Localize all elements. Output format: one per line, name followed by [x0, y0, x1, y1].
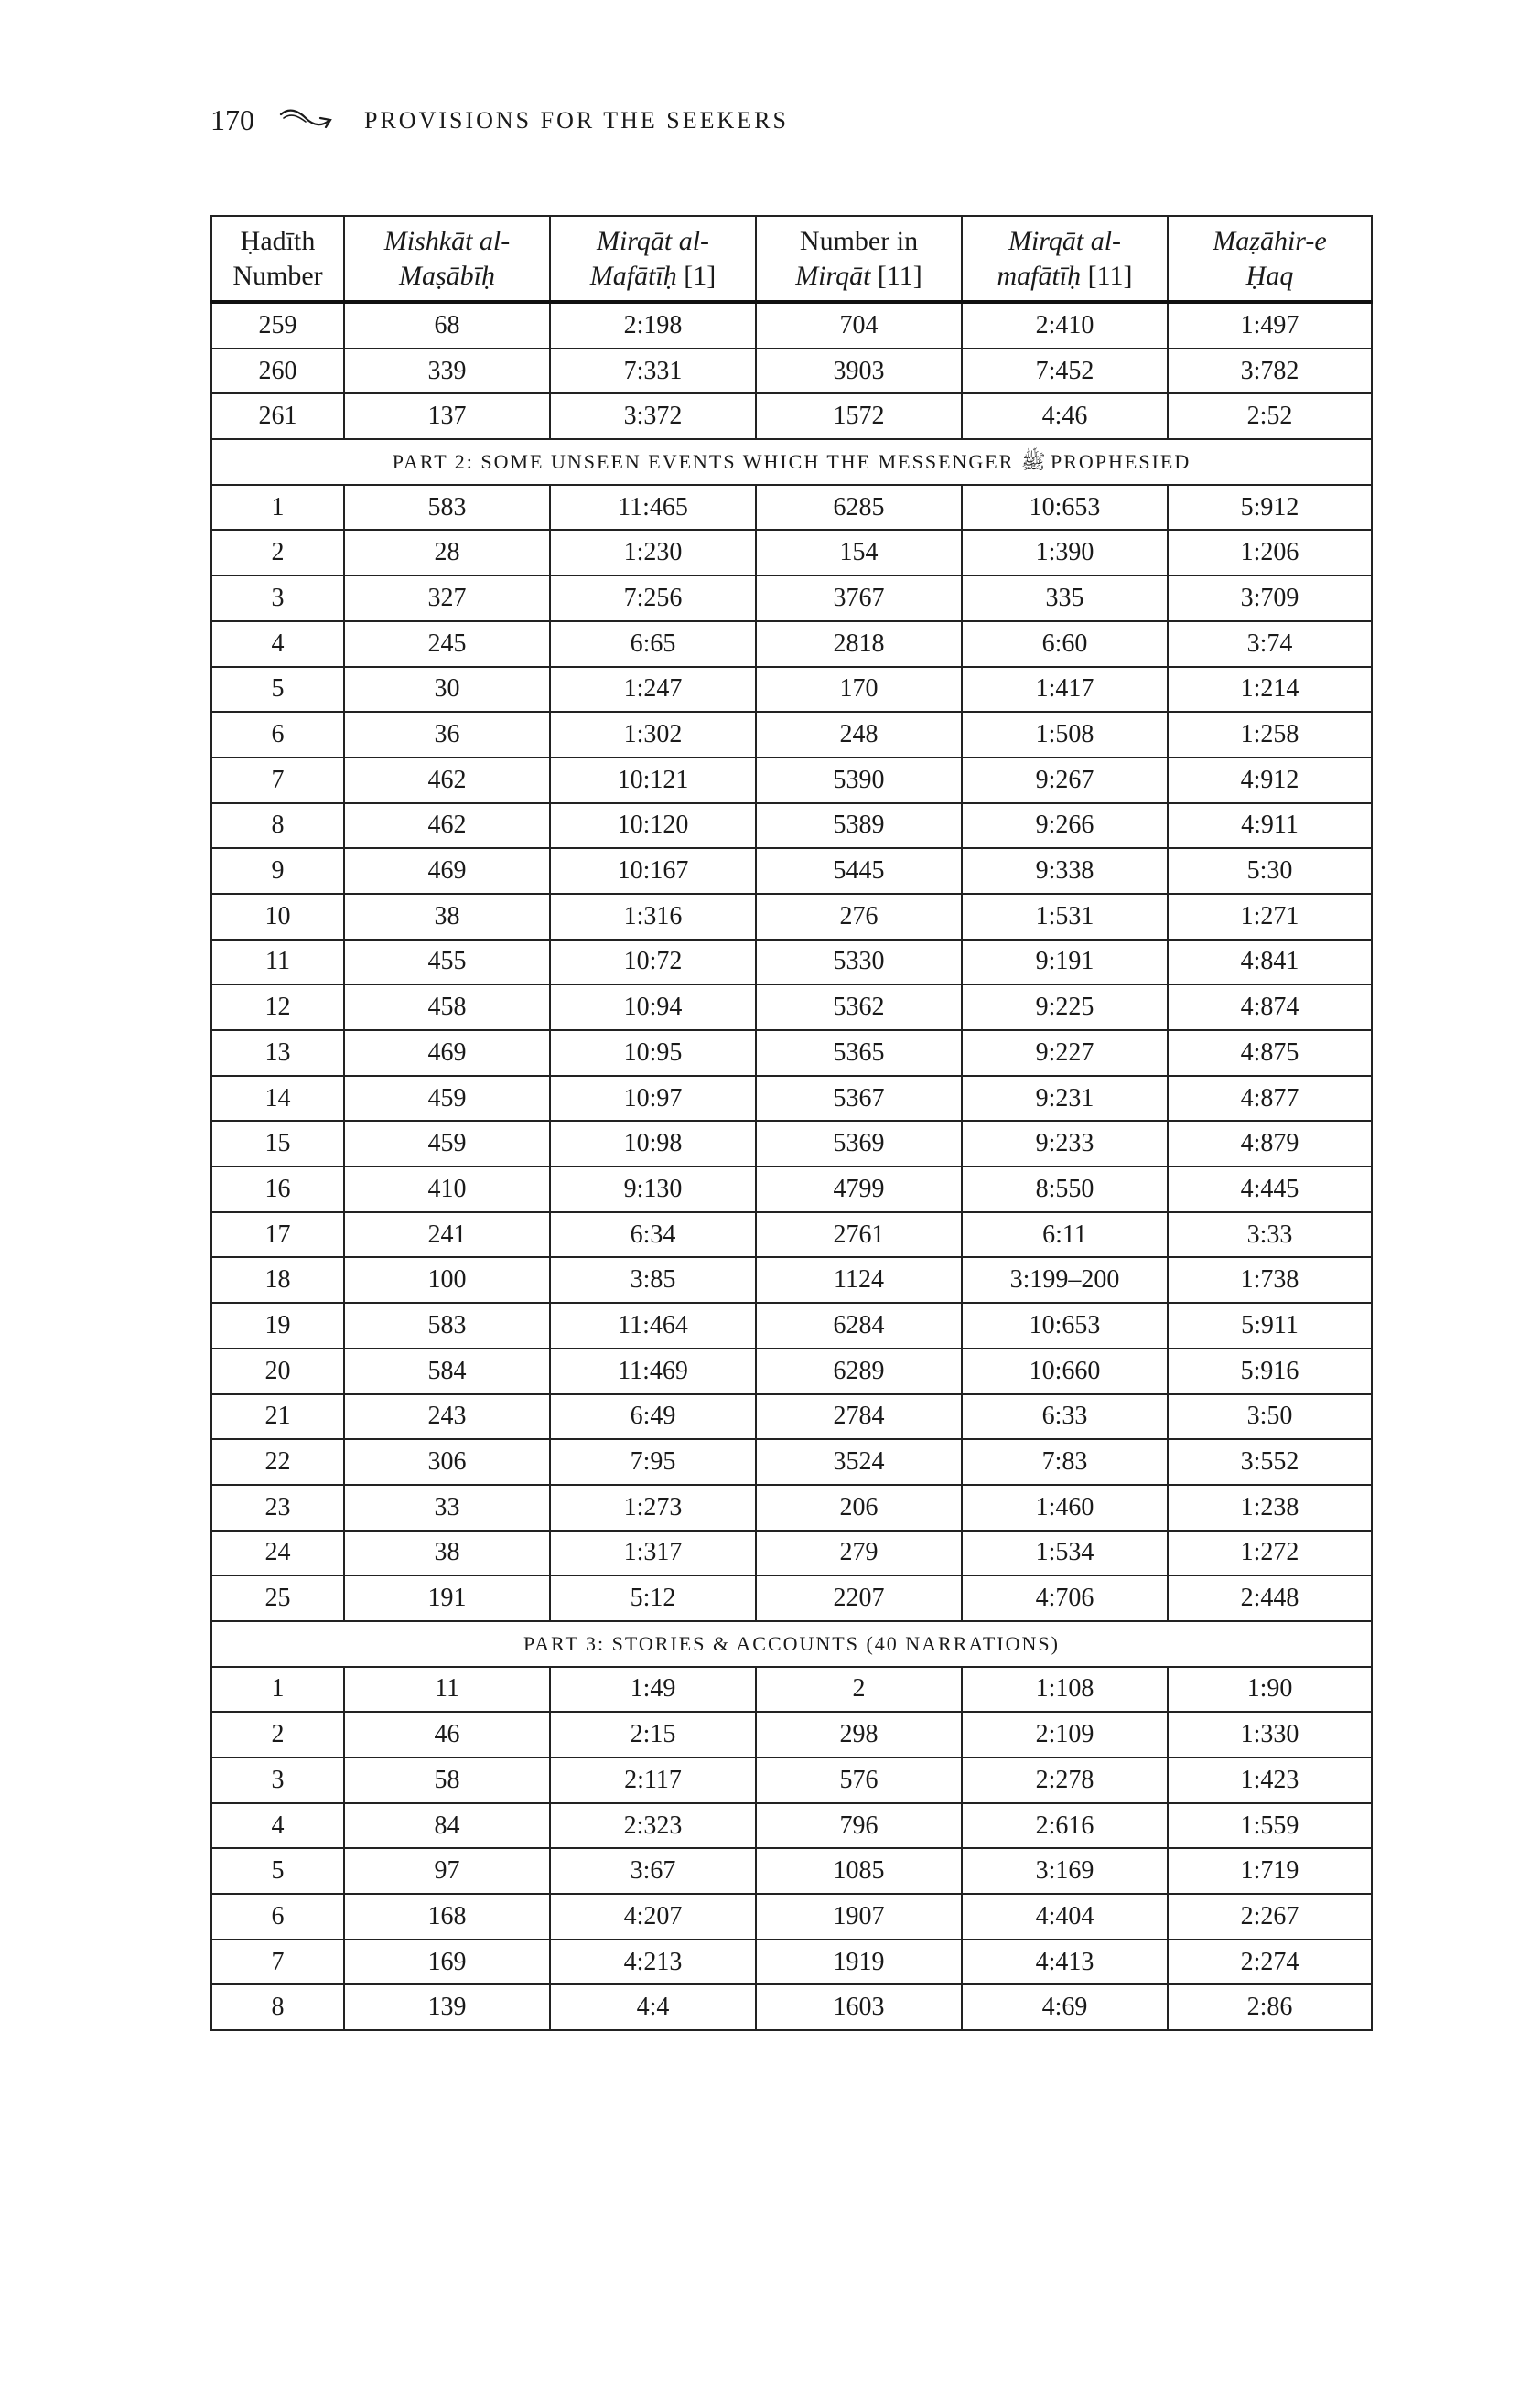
section-heading-row-part-3	[211, 1621, 1372, 1667]
table-cell: 260	[211, 349, 344, 394]
table-cell: 276	[756, 894, 962, 940]
table-cell: 1:214	[1168, 667, 1372, 713]
table-cell: 30	[344, 667, 550, 713]
table-cell: 139	[344, 1984, 550, 2030]
table-cell: 4	[211, 1803, 344, 1849]
table-cell: 6:49	[550, 1394, 756, 1440]
table-cell: 1:90	[1168, 1667, 1372, 1713]
table-cell: 6:65	[550, 621, 756, 667]
table-cell: 3:782	[1168, 349, 1372, 394]
running-head	[210, 103, 789, 137]
table-row	[211, 1712, 1372, 1758]
table-cell: 2207	[756, 1575, 962, 1621]
table-cell: 459	[344, 1121, 550, 1166]
table-cell: 6:34	[550, 1212, 756, 1258]
table-cell: 10	[211, 894, 344, 940]
table-cell: 4:4	[550, 1984, 756, 2030]
table-cell: 5:912	[1168, 485, 1372, 531]
table-cell: 462	[344, 803, 550, 849]
table-cell: 2:267	[1168, 1894, 1372, 1940]
column-header-mirqat-2: Mirqāt al- mafātīḥ [11]	[962, 216, 1168, 302]
table-cell: 18	[211, 1257, 344, 1303]
table-cell: 23	[211, 1485, 344, 1531]
table-cell: 3:67	[550, 1848, 756, 1894]
table-cell: 458	[344, 984, 550, 1030]
table-cell: 7:452	[962, 349, 1168, 394]
table-cell: 38	[344, 1531, 550, 1576]
table-cell: 168	[344, 1894, 550, 1940]
table-cell: 5:12	[550, 1575, 756, 1621]
table-cell: 279	[756, 1531, 962, 1576]
table-row	[211, 1848, 1372, 1894]
table-cell: 137	[344, 393, 550, 439]
table-row	[211, 758, 1372, 803]
table-cell: 170	[756, 667, 962, 713]
column-header-mirqat-1: Mirqāt al- Mafātīḥ [1]	[550, 216, 756, 302]
table-cell: 5	[211, 667, 344, 713]
table-cell: 5:916	[1168, 1349, 1372, 1394]
table-cell: 2:117	[550, 1758, 756, 1803]
table-cell: 2761	[756, 1212, 962, 1258]
table-cell: 11:465	[550, 485, 756, 531]
table-row	[211, 1984, 1372, 2030]
running-head-title: PROVISIONS FOR THE SEEKERS	[364, 106, 789, 134]
table-cell: 16	[211, 1166, 344, 1212]
table-row	[211, 1303, 1372, 1349]
table-cell: 241	[344, 1212, 550, 1258]
table-cell: 3:50	[1168, 1394, 1372, 1440]
table-cell: 455	[344, 940, 550, 985]
table-cell: 9:130	[550, 1166, 756, 1212]
table-cell: 1	[211, 1667, 344, 1713]
table-cell: 1:738	[1168, 1257, 1372, 1303]
table-cell: 1919	[756, 1940, 962, 1985]
table-cell: 462	[344, 758, 550, 803]
table-cell: 1:272	[1168, 1531, 1372, 1576]
table-row	[211, 667, 1372, 713]
table-cell: 10:95	[550, 1030, 756, 1076]
table-cell: 169	[344, 1940, 550, 1985]
table-cell: 154	[756, 530, 962, 575]
table-cell: 14	[211, 1076, 344, 1122]
table-row	[211, 393, 1372, 439]
table-cell: 4:413	[962, 1940, 1168, 1985]
table-row	[211, 1121, 1372, 1166]
table-row	[211, 712, 1372, 758]
table-row	[211, 1394, 1372, 1440]
table-cell: 4:841	[1168, 940, 1372, 985]
table-cell: 3903	[756, 349, 962, 394]
table-cell: 5367	[756, 1076, 962, 1122]
table-cell: 68	[344, 302, 550, 349]
table-cell: 243	[344, 1394, 550, 1440]
table-header-row	[211, 216, 1372, 302]
table-cell: 191	[344, 1575, 550, 1621]
table-cell: 15	[211, 1121, 344, 1166]
table-cell: 10:653	[962, 485, 1168, 531]
table-cell: 3:199–200	[962, 1257, 1168, 1303]
table-cell: 6	[211, 1894, 344, 1940]
table-row	[211, 1667, 1372, 1713]
table-cell: 576	[756, 1758, 962, 1803]
section-heading: PART 3: STORIES & ACCOUNTS (40 NARRATIONS)	[211, 1621, 1372, 1667]
table-cell: 2:278	[962, 1758, 1168, 1803]
table-cell: 2:109	[962, 1712, 1168, 1758]
table-cell: 2784	[756, 1394, 962, 1440]
column-header-mishkat: Mishkāt al- Maṣābīḥ	[344, 216, 550, 302]
table-cell: 9:231	[962, 1076, 1168, 1122]
table-cell: 1:559	[1168, 1803, 1372, 1849]
column-header-mazahir: Maẓāhir-e Ḥaq	[1168, 216, 1372, 302]
table-cell: 20	[211, 1349, 344, 1394]
table-cell: 2818	[756, 621, 962, 667]
table-cell: 6284	[756, 1303, 962, 1349]
table-row	[211, 1531, 1372, 1576]
table-cell: 9:266	[962, 803, 1168, 849]
table-cell: 84	[344, 1803, 550, 1849]
table-cell: 1124	[756, 1257, 962, 1303]
table-cell: 410	[344, 1166, 550, 1212]
table-row	[211, 1485, 1372, 1531]
table-cell: 21	[211, 1394, 344, 1440]
table-cell: 1:719	[1168, 1848, 1372, 1894]
table-cell: 206	[756, 1485, 962, 1531]
table-cell: 9:191	[962, 940, 1168, 985]
table-cell: 5	[211, 1848, 344, 1894]
table-row	[211, 940, 1372, 985]
table-cell: 5330	[756, 940, 962, 985]
table-cell: 6:60	[962, 621, 1168, 667]
table-cell: 97	[344, 1848, 550, 1894]
table-row	[211, 1439, 1372, 1485]
table-cell: 1603	[756, 1984, 962, 2030]
table-cell: 1:247	[550, 667, 756, 713]
table-cell: 704	[756, 302, 962, 349]
section-heading: PART 2: SOME UNSEEN EVENTS WHICH THE MESSENGER ﷺ PROPHESIED	[211, 439, 1372, 485]
table-cell: 7:331	[550, 349, 756, 394]
table-cell: 1:531	[962, 894, 1168, 940]
table-cell: 1:317	[550, 1531, 756, 1576]
hadith-reference-table	[210, 215, 1373, 2031]
table-cell: 1:230	[550, 530, 756, 575]
table-cell: 1:460	[962, 1485, 1168, 1531]
table-cell: 4:46	[962, 393, 1168, 439]
table-cell: 7:83	[962, 1439, 1168, 1485]
table-cell: 1572	[756, 393, 962, 439]
table-body	[211, 302, 1372, 2030]
table-cell: 10:97	[550, 1076, 756, 1122]
table-cell: 38	[344, 894, 550, 940]
table-row	[211, 984, 1372, 1030]
table-cell: 36	[344, 712, 550, 758]
table-cell: 10:94	[550, 984, 756, 1030]
table-cell: 2:274	[1168, 1940, 1372, 1985]
table-cell: 3767	[756, 575, 962, 621]
table-cell: 6289	[756, 1349, 962, 1394]
table-cell: 6285	[756, 485, 962, 531]
swash-ornament-icon	[278, 105, 333, 136]
table-cell: 10:98	[550, 1121, 756, 1166]
table-cell: 22	[211, 1439, 344, 1485]
table-cell: 4:706	[962, 1575, 1168, 1621]
table-cell: 46	[344, 1712, 550, 1758]
table-cell: 2:616	[962, 1803, 1168, 1849]
table-cell: 4:911	[1168, 803, 1372, 849]
table-cell: 327	[344, 575, 550, 621]
table-cell: 9:233	[962, 1121, 1168, 1166]
table-cell: 1:238	[1168, 1485, 1372, 1531]
table-cell: 583	[344, 485, 550, 531]
table-row	[211, 1940, 1372, 1985]
table-cell: 11:464	[550, 1303, 756, 1349]
table-cell: 4:879	[1168, 1121, 1372, 1166]
table-row	[211, 1030, 1372, 1076]
table-row	[211, 530, 1372, 575]
table-row	[211, 1803, 1372, 1849]
table-cell: 245	[344, 621, 550, 667]
table-cell: 261	[211, 393, 344, 439]
table-row	[211, 1076, 1372, 1122]
table-cell: 1:330	[1168, 1712, 1372, 1758]
table-row	[211, 1758, 1372, 1803]
table-cell: 1:206	[1168, 530, 1372, 575]
table-cell: 3:74	[1168, 621, 1372, 667]
table-row	[211, 848, 1372, 894]
table-cell: 2:198	[550, 302, 756, 349]
table-cell: 1:497	[1168, 302, 1372, 349]
table-cell: 6	[211, 712, 344, 758]
table-row	[211, 575, 1372, 621]
table-cell: 13	[211, 1030, 344, 1076]
table-cell: 584	[344, 1349, 550, 1394]
table-row	[211, 1257, 1372, 1303]
table-cell: 10:72	[550, 940, 756, 985]
table-row	[211, 1894, 1372, 1940]
table-row	[211, 1166, 1372, 1212]
table-cell: 19	[211, 1303, 344, 1349]
table-cell: 5389	[756, 803, 962, 849]
table-cell: 1:534	[962, 1531, 1168, 1576]
table-cell: 5362	[756, 984, 962, 1030]
table-cell: 4:874	[1168, 984, 1372, 1030]
table-cell: 2	[211, 530, 344, 575]
table-cell: 469	[344, 848, 550, 894]
column-header-number-in-mirqat: Number in Mirqāt [11]	[756, 216, 962, 302]
table-cell: 4:912	[1168, 758, 1372, 803]
table-cell: 4	[211, 621, 344, 667]
table-cell: 1907	[756, 1894, 962, 1940]
table-cell: 10:660	[962, 1349, 1168, 1394]
table-row	[211, 1575, 1372, 1621]
section-heading-row-part-2	[211, 439, 1372, 485]
table-cell: 4:875	[1168, 1030, 1372, 1076]
table-cell: 298	[756, 1712, 962, 1758]
table-cell: 5390	[756, 758, 962, 803]
table-cell: 339	[344, 349, 550, 394]
table-cell: 1:423	[1168, 1758, 1372, 1803]
table-cell: 1:49	[550, 1667, 756, 1713]
table-cell: 2	[211, 1712, 344, 1758]
table-cell: 2	[756, 1667, 962, 1713]
table-cell: 3:552	[1168, 1439, 1372, 1485]
table-cell: 2:86	[1168, 1984, 1372, 2030]
table-cell: 8	[211, 1984, 344, 2030]
table-cell: 6:33	[962, 1394, 1168, 1440]
table-cell: 3	[211, 575, 344, 621]
table-row	[211, 349, 1372, 394]
table-cell: 3:85	[550, 1257, 756, 1303]
table-cell: 4:207	[550, 1894, 756, 1940]
table-cell: 9:225	[962, 984, 1168, 1030]
table-cell: 12	[211, 984, 344, 1030]
table-cell: 1085	[756, 1848, 962, 1894]
table-cell: 58	[344, 1758, 550, 1803]
table-cell: 1:316	[550, 894, 756, 940]
table-cell: 2:448	[1168, 1575, 1372, 1621]
table-cell: 4:445	[1168, 1166, 1372, 1212]
table-cell: 1:302	[550, 712, 756, 758]
column-header-hadith-number: Ḥadīth Number	[211, 216, 344, 302]
table-cell: 2:410	[962, 302, 1168, 349]
table-cell: 306	[344, 1439, 550, 1485]
table-cell: 10:121	[550, 758, 756, 803]
table-cell: 248	[756, 712, 962, 758]
table-cell: 3524	[756, 1439, 962, 1485]
table-row	[211, 302, 1372, 349]
table-cell: 10:120	[550, 803, 756, 849]
table-cell: 7:95	[550, 1439, 756, 1485]
table-cell: 8:550	[962, 1166, 1168, 1212]
table-cell: 1:508	[962, 712, 1168, 758]
table-cell: 25	[211, 1575, 344, 1621]
table-cell: 4:404	[962, 1894, 1168, 1940]
table-cell: 1:390	[962, 530, 1168, 575]
table-cell: 4799	[756, 1166, 962, 1212]
table-cell: 5:30	[1168, 848, 1372, 894]
table-cell: 1:271	[1168, 894, 1372, 940]
table-cell: 3:33	[1168, 1212, 1372, 1258]
table-cell: 1:417	[962, 667, 1168, 713]
table-row	[211, 894, 1372, 940]
table-cell: 2:323	[550, 1803, 756, 1849]
table-cell: 11	[344, 1667, 550, 1713]
table-cell: 3	[211, 1758, 344, 1803]
table-cell: 11:469	[550, 1349, 756, 1394]
table-cell: 459	[344, 1076, 550, 1122]
table-cell: 2:52	[1168, 393, 1372, 439]
table-cell: 1:108	[962, 1667, 1168, 1713]
table-cell: 6:11	[962, 1212, 1168, 1258]
table-row	[211, 803, 1372, 849]
table-cell: 3:169	[962, 1848, 1168, 1894]
table-cell: 4:69	[962, 1984, 1168, 2030]
table-cell: 335	[962, 575, 1168, 621]
table-cell: 1:273	[550, 1485, 756, 1531]
table-cell: 11	[211, 940, 344, 985]
table-cell: 24	[211, 1531, 344, 1576]
table-cell: 9:267	[962, 758, 1168, 803]
table-cell: 259	[211, 302, 344, 349]
table-cell: 3:709	[1168, 575, 1372, 621]
table-cell: 5445	[756, 848, 962, 894]
table-cell: 100	[344, 1257, 550, 1303]
table-cell: 3:372	[550, 393, 756, 439]
table-row	[211, 485, 1372, 531]
table-cell: 1	[211, 485, 344, 531]
table-cell: 10:167	[550, 848, 756, 894]
table-cell: 9:227	[962, 1030, 1168, 1076]
table-cell: 469	[344, 1030, 550, 1076]
table-cell: 5:911	[1168, 1303, 1372, 1349]
table-cell: 8	[211, 803, 344, 849]
table-cell: 5369	[756, 1121, 962, 1166]
table-cell: 33	[344, 1485, 550, 1531]
table-cell: 10:653	[962, 1303, 1168, 1349]
table-row	[211, 1349, 1372, 1394]
table-cell: 7	[211, 758, 344, 803]
table-cell: 28	[344, 530, 550, 575]
table-cell: 7:256	[550, 575, 756, 621]
table-row	[211, 1212, 1372, 1258]
table-cell: 1:258	[1168, 712, 1372, 758]
table-cell: 7	[211, 1940, 344, 1985]
table-cell: 583	[344, 1303, 550, 1349]
table-cell: 2:15	[550, 1712, 756, 1758]
table-row	[211, 621, 1372, 667]
table-cell: 4:213	[550, 1940, 756, 1985]
table-cell: 9	[211, 848, 344, 894]
table-cell: 17	[211, 1212, 344, 1258]
table-cell: 796	[756, 1803, 962, 1849]
table-cell: 5365	[756, 1030, 962, 1076]
table-cell: 4:877	[1168, 1076, 1372, 1122]
page-number: 170	[210, 103, 254, 136]
table-cell: 9:338	[962, 848, 1168, 894]
